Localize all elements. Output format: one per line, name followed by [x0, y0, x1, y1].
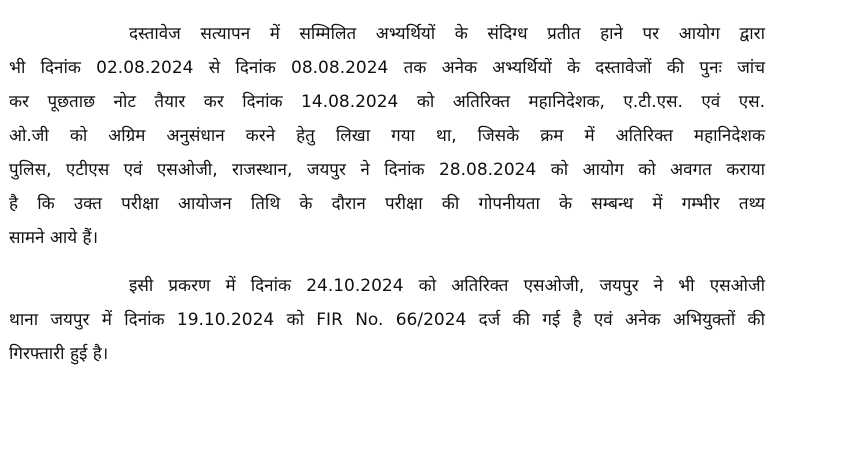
- paragraph-line: है कि उक्त परीक्षा आयोजन तिथि के दौरान परीक्षा की गोपनीयता के सम्बन्ध में गम्भीर तथ्य: [9, 194, 765, 214]
- paragraph-line: सामने आये हैं।: [9, 228, 99, 248]
- paragraph-line: दस्तावेज सत्यापन में सम्मिलित अभ्यर्थियों के संदिग्ध प्रतीत हाने पर आयोग द्वारा: [129, 24, 765, 44]
- paragraph-spacer: [9, 255, 765, 269]
- paragraph-line: थाना जयपुर में दिनांक 19.10.2024 को FIR No. 66/2024 दर्ज की गई है एवं अनेक अभियुक्तों की: [9, 310, 765, 330]
- paragraph-line: पुलिस, एटीएस एवं एसओजी, राजस्थान, जयपुर ने दिनांक 28.08.2024 को आयोग को अवगत कराया: [9, 160, 765, 180]
- paragraph-line: इसी प्रकरण में दिनांक 24.10.2024 को अतिरिक्त एसओजी, जयपुर ने भी एसओजी: [129, 276, 765, 296]
- paragraph-2: [9, 269, 765, 371]
- paragraph-line: गिरफ्तारी हुई है।: [9, 344, 109, 364]
- document-body: [9, 17, 765, 371]
- paragraph-line: भी दिनांक 02.08.2024 से दिनांक 08.08.2024 तक अनेक अभ्यर्थियों के दस्तावेजों की पुनः जांच: [9, 58, 765, 78]
- paragraph-line: ओ.जी को अग्रिम अनुसंधान करने हेतु लिखा गया था, जिसके क्रम में अतिरिक्त महानिदेशक: [9, 126, 765, 146]
- paragraph-line: कर पूछताछ नोट तैयार कर दिनांक 14.08.2024 को अतिरिक्त महानिदेशक, ए.टी.एस. एवं एस.: [9, 92, 765, 112]
- paragraph-1: [9, 17, 765, 255]
